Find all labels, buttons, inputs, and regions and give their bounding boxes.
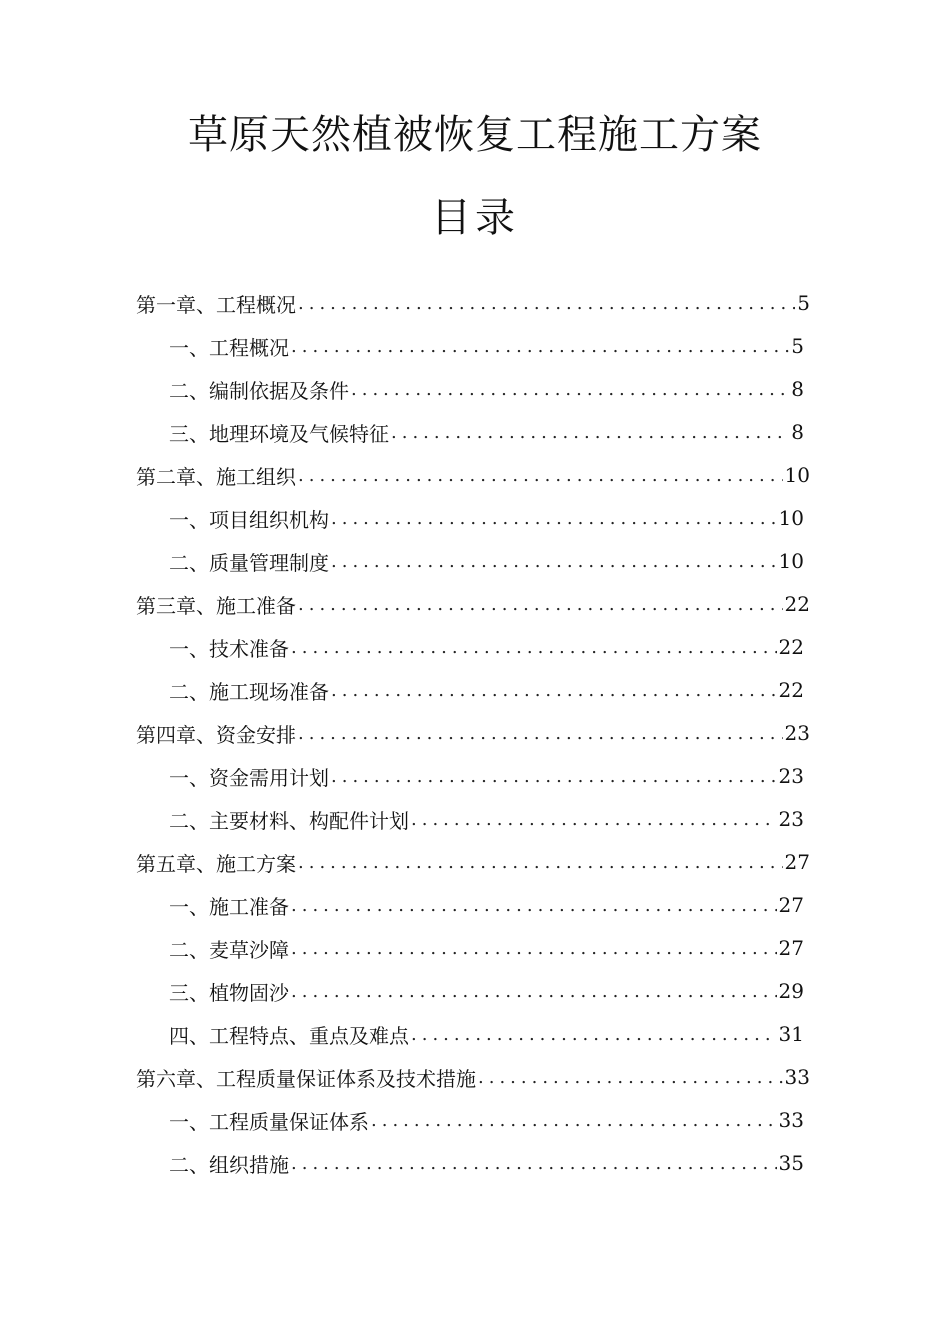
toc-entry-label: 第五章、施工方案	[136, 851, 296, 876]
toc-page-number: 8	[791, 377, 804, 401]
toc-section-entry[interactable]	[169, 971, 804, 1011]
toc-dot-leader	[409, 809, 777, 830]
toc-page-number: 22	[778, 635, 804, 659]
toc-dot-leader	[296, 465, 783, 486]
toc-entry-label: 第四章、资金安排	[136, 722, 296, 747]
toc-dot-leader	[349, 379, 789, 400]
toc-page-number: 33	[784, 1065, 810, 1089]
toc-entry-label: 第一章、工程概况	[136, 292, 296, 317]
toc-entry-label: 一、资金需用计划	[169, 765, 329, 790]
toc-entry-label: 一、施工准备	[169, 894, 289, 919]
toc-dot-leader	[289, 1153, 777, 1174]
toc-dot-leader	[296, 293, 795, 314]
document-title: 草原天然植被恢复工程施工方案	[188, 112, 762, 158]
toc-dot-leader	[296, 723, 783, 744]
toc-section-entry[interactable]	[169, 369, 804, 409]
toc-dot-leader	[476, 1067, 783, 1088]
toc-dot-leader	[329, 508, 777, 529]
toc-dot-leader	[289, 981, 777, 1002]
toc-section-entry[interactable]	[169, 1014, 804, 1054]
toc-page-number: 8	[791, 420, 804, 444]
toc-entry-label: 二、施工现场准备	[169, 679, 329, 704]
toc-entry-label: 第三章、施工准备	[136, 593, 296, 618]
toc-entry-label: 二、组织措施	[169, 1152, 289, 1177]
toc-page-number: 10	[778, 549, 804, 573]
toc-entry-label: 第六章、工程质量保证体系及技术措施	[136, 1066, 476, 1091]
toc-page-number: 35	[778, 1151, 804, 1175]
toc-page-number: 22	[784, 592, 810, 616]
toc-page-number: 5	[791, 334, 804, 358]
toc-section-entry[interactable]	[169, 670, 804, 710]
toc-section-entry[interactable]	[169, 326, 804, 366]
toc-dot-leader	[289, 637, 777, 658]
toc-dot-leader	[289, 938, 777, 959]
toc-page-number: 10	[778, 506, 804, 530]
toc-entry-label: 二、麦草沙障	[169, 937, 289, 962]
toc-section-entry[interactable]	[169, 412, 804, 452]
toc-entry-label: 二、主要材料、构配件计划	[169, 808, 409, 833]
toc-section-entry[interactable]	[169, 799, 804, 839]
toc-section-entry[interactable]	[169, 756, 804, 796]
toc-heading: 目录	[431, 195, 519, 241]
toc-section-entry[interactable]	[169, 541, 804, 581]
toc-page-number: 27	[784, 850, 810, 874]
toc-entry-label: 一、工程质量保证体系	[169, 1109, 369, 1134]
toc-entry-label: 第二章、施工组织	[136, 464, 296, 489]
toc-dot-leader	[409, 1024, 777, 1045]
toc-page-number: 27	[778, 936, 804, 960]
toc-page-number: 23	[778, 764, 804, 788]
toc-section-entry[interactable]	[169, 885, 804, 925]
toc-page-number: 5	[797, 291, 810, 315]
toc-entry-label: 三、地理环境及气候特征	[169, 421, 389, 446]
toc-section-entry[interactable]	[169, 1100, 804, 1140]
toc-dot-leader	[296, 852, 783, 873]
toc-section-entry[interactable]	[169, 627, 804, 667]
toc-entry-label: 三、植物固沙	[169, 980, 289, 1005]
toc-page-number: 31	[778, 1022, 804, 1046]
toc-page-number: 27	[778, 893, 804, 917]
toc-page-number: 22	[778, 678, 804, 702]
toc-page-number: 29	[778, 979, 804, 1003]
toc-dot-leader	[369, 1110, 777, 1131]
toc-page-number: 10	[784, 463, 810, 487]
toc-entry-label: 一、技术准备	[169, 636, 289, 661]
toc-section-entry[interactable]	[169, 1143, 804, 1183]
toc-entry-label: 四、工程特点、重点及难点	[169, 1023, 409, 1048]
toc-dot-leader	[329, 766, 777, 787]
toc-chapter-entry[interactable]	[136, 1057, 810, 1097]
toc-dot-leader	[289, 895, 777, 916]
toc-entry-label: 二、编制依据及条件	[169, 378, 349, 403]
toc-dot-leader	[289, 336, 789, 357]
toc-section-entry[interactable]	[169, 498, 804, 538]
toc-page-number: 23	[778, 807, 804, 831]
toc-chapter-entry[interactable]	[136, 713, 810, 753]
toc-dot-leader	[329, 551, 777, 572]
toc-chapter-entry[interactable]	[136, 455, 810, 495]
toc-page-number: 23	[784, 721, 810, 745]
toc-dot-leader	[329, 680, 777, 701]
toc-page-number: 33	[778, 1108, 804, 1132]
toc-dot-leader	[296, 594, 783, 615]
toc-entry-label: 二、质量管理制度	[169, 550, 329, 575]
toc-dot-leader	[389, 422, 789, 443]
toc-chapter-entry[interactable]	[136, 283, 810, 323]
toc-chapter-entry[interactable]	[136, 584, 810, 624]
toc-entry-label: 一、项目组织机构	[169, 507, 329, 532]
toc-entry-label: 一、工程概况	[169, 335, 289, 360]
toc-section-entry[interactable]	[169, 928, 804, 968]
toc-chapter-entry[interactable]	[136, 842, 810, 882]
